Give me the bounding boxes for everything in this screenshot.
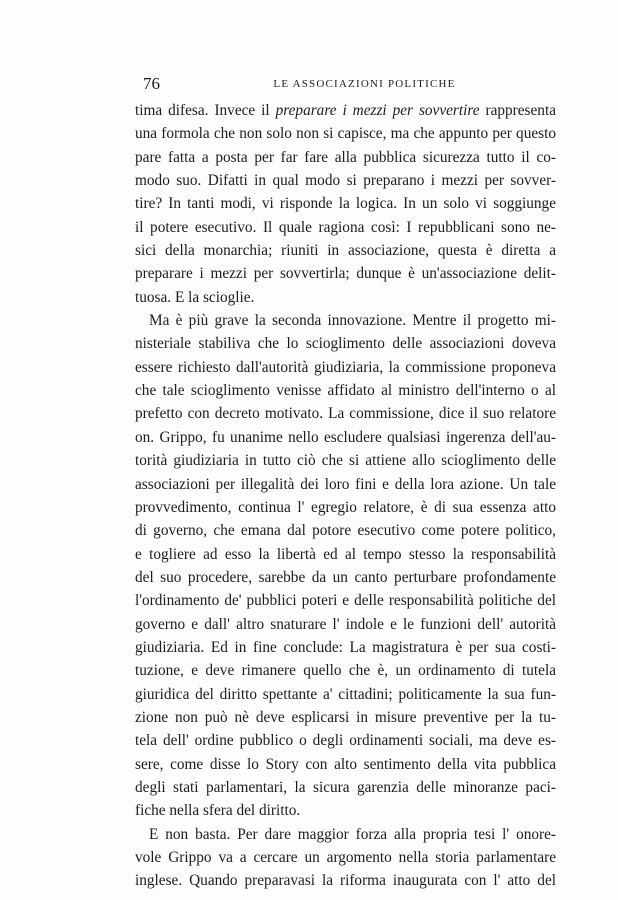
page-header — [143, 74, 556, 94]
text-line: vole Grippo va a cercare un argomento nella storia parlamentare — [135, 849, 556, 866]
text-line: sici della monarchia; riuniti in associazione, questa è diretta a — [135, 242, 556, 260]
text-line: sere, come disse lo Story con alto sentimento della vita pubblica — [135, 755, 556, 773]
text-line: degli stati parlamentari, la sicura garenzia delle minoranze paci- — [135, 778, 556, 796]
text-line: che tale scioglimento venisse affidato al ministro dell'interno o al — [135, 382, 556, 400]
page-number: 76 — [143, 74, 160, 93]
text-line: preparare i mezzi per sovvertirla; dunque è un'associazione delit- — [135, 265, 556, 283]
text-line: essere richiesto dall'autorità giudiziaria, la commissione proponeva — [135, 358, 556, 376]
text-line: giuridica del diritto spettante a' cittadini; politicamente la sua fun- — [135, 685, 556, 703]
running-title: LE ASSOCIAZIONI POLITICHE — [273, 78, 456, 90]
text-line: del suo procedere, sarebbe da un canto perturbare profondamente — [135, 568, 556, 586]
text-line: tima difesa. Invece il preparare i mezzi per sovvertire rappresenta — [135, 102, 556, 119]
text-line: di governo, che emana dal potore esecutivo come potere politico, — [135, 522, 556, 540]
text-line: pare fatta a posta per far fare alla pubblica sicurezza tutto il co- — [135, 148, 556, 166]
text-line: governo e dall' altro snaturare l' indole e le funzioni dell' autorità — [135, 615, 556, 633]
text-line: nisteriale stabiliva che lo scioglimento delle associazioni doveva — [135, 335, 556, 353]
text-line: zione non può nè deve esplicarsi in misure preventive per la tu- — [135, 708, 556, 726]
paragraph-start: E non basta. Per dare maggior forza alla propria tesi l' onore- — [149, 825, 556, 843]
text-line: on. Grippo, fu unanime nello escludere qualsiasi ingerenza dell'au- — [135, 428, 556, 446]
text-line: l'ordinamento de' pubblici poteri e delle responsabilità politiche del — [135, 592, 556, 610]
text-line: e togliere ad esso la libertà ed al tempo stesso la responsabilità — [135, 545, 556, 563]
text-line: provvedimento, continua l' egregio relatore, è di sua essenza atto — [135, 498, 556, 516]
text-line: fiche nella sfera del diritto. — [135, 802, 301, 820]
text-line: associazioni per illegalità dei loro fini e della lora azione. Un tale — [135, 475, 556, 493]
text-line: modo suo. Difatti in qual modo si preparano i mezzi per sovver- — [135, 172, 556, 190]
italic-phrase: preparare i mezzi per sovvertire — [275, 102, 480, 119]
text-line: giudiziaria. Ed in fine conclude: La magistratura è per sua costi- — [135, 638, 556, 656]
text-line: tuosa. E la scioglie. — [135, 288, 255, 306]
text-line: prefetto con decreto motivato. La commissione, dice il suo relatore — [135, 405, 556, 423]
paragraph-start: Ma è più grave la seconda innovazione. Mentre il progetto mi- — [149, 312, 556, 330]
text-line: una formola che non solo non si capisce, ma che appunto per questo — [135, 125, 556, 143]
text-line: torità giudiziaria in tutto ciò che si attiene allo scioglimento delle — [135, 452, 556, 470]
text-line: tela dell' ordine pubblico o degli ordinamenti sociali, ma deve es- — [135, 732, 556, 750]
text-line: inglese. Quando preparavasi la riforma inaugurata con l' atto del — [135, 872, 556, 890]
text-line: tire? In tanti modi, vi risponde la logica. In un solo vi soggiunge — [135, 195, 556, 213]
body-text — [135, 99, 556, 893]
text-line: il potere esecutivo. Il quale ragiona così: I repubblicani sono ne- — [135, 218, 556, 236]
text-line: tuzione, e deve rimanere quello che è, un ordinamento di tutela — [135, 662, 556, 680]
